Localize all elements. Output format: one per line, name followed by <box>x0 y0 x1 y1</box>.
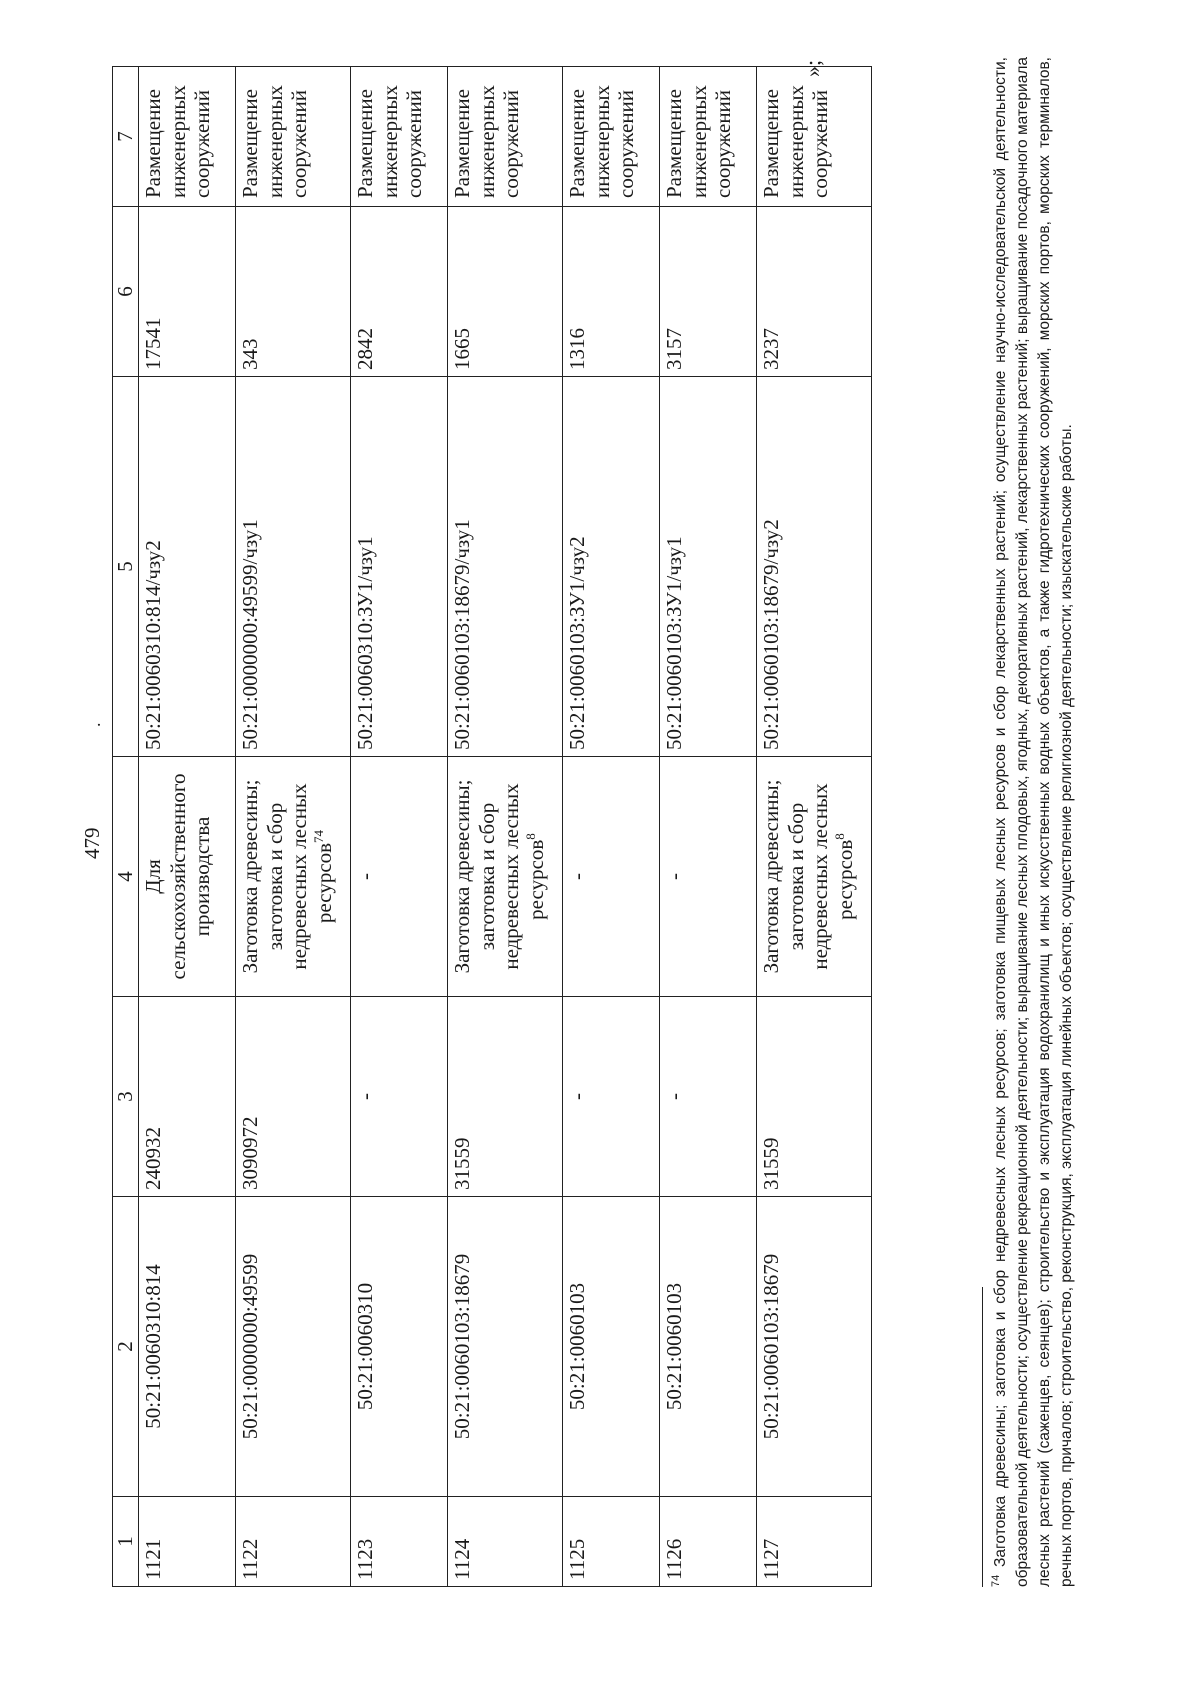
purpose-cell: Размещение инженерных сооружений <box>562 67 659 207</box>
permitted-use-cell <box>447 757 562 997</box>
row-number-cell: 1126 <box>659 1497 756 1587</box>
permitted-use-text: - <box>564 873 589 880</box>
page-number: 479 <box>80 827 104 859</box>
permitted-use-text: Заготовка древесины; заготовка и сбор недревесных лесных ресурсов <box>449 779 549 974</box>
area-cell: 3090972 <box>235 997 350 1197</box>
footnote-separator <box>982 1287 983 1587</box>
header-cell-1: 1 <box>113 1497 139 1587</box>
purpose-cell: Размещение инженерных сооружений <box>235 67 350 207</box>
part-area-cell: 17541 <box>138 207 235 377</box>
footnote-ref: 8 <box>523 833 539 840</box>
footnote-marker: 74 <box>989 1574 1002 1587</box>
header-cell-4: 4 <box>113 757 139 997</box>
part-area-cell: 2842 <box>350 207 447 377</box>
permitted-use-text: Для сельскохозяйственного производства <box>140 773 215 980</box>
permitted-use-text: - <box>352 873 377 880</box>
cadastral-number-cell: 50:21:0060103:18679 <box>756 1197 871 1497</box>
header-cell-6: 6 <box>113 207 139 377</box>
purpose-cell: Размещение инженерных сооружений <box>756 67 871 207</box>
area-cell: - <box>350 997 447 1197</box>
purpose-cell: Размещение инженерных сооружений <box>447 67 562 207</box>
header-cell-2: 2 <box>113 1197 139 1497</box>
table-row <box>235 67 350 1587</box>
part-area-cell: 343 <box>235 207 350 377</box>
purpose-cell: Размещение инженерных сооружений <box>350 67 447 207</box>
table-row <box>138 67 235 1587</box>
permitted-use-text: Заготовка древесины; заготовка и сбор недревесных лесных ресурсов <box>758 779 858 974</box>
part-number-cell: 50:21:0000000:49599/чзу1 <box>235 377 350 757</box>
part-number-cell: 50:21:0060103:ЗУ1/чзу2 <box>562 377 659 757</box>
permitted-use-cell <box>138 757 235 997</box>
table-row <box>756 67 871 1587</box>
cadastral-number-cell: 50:21:0060310:814 <box>138 1197 235 1497</box>
area-cell: - <box>659 997 756 1197</box>
purpose-cell: Размещение инженерных сооружений <box>659 67 756 207</box>
closing-quote-mark: »; <box>800 59 825 77</box>
table-row <box>659 67 756 1587</box>
row-number-cell: 1125 <box>562 1497 659 1587</box>
permitted-use-cell <box>562 757 659 997</box>
table-row <box>447 67 562 1587</box>
row-number-cell: 1124 <box>447 1497 562 1587</box>
footnote-ref: 8 <box>832 833 848 840</box>
permitted-use-cell <box>756 757 871 997</box>
part-area-cell: 1665 <box>447 207 562 377</box>
cadastral-number-cell: 50:21:0060103 <box>659 1197 756 1497</box>
row-number-cell: 1123 <box>350 1497 447 1587</box>
table-row <box>350 67 447 1587</box>
cadastral-number-cell: 50:21:0060310 <box>350 1197 447 1497</box>
part-area-cell: 1316 <box>562 207 659 377</box>
area-cell: 240932 <box>138 997 235 1197</box>
permitted-use-cell <box>235 757 350 997</box>
area-cell: 31559 <box>756 997 871 1197</box>
permitted-use-text: - <box>661 873 686 880</box>
row-number-cell: 1122 <box>235 1497 350 1587</box>
area-cell: - <box>562 997 659 1197</box>
dot-mark: . <box>84 722 104 727</box>
permitted-use-cell <box>659 757 756 997</box>
footnote <box>990 57 1078 1587</box>
footnote-text: Заготовка древесины; заготовка и сбор недревесных лесных ресурсов; заготовка пищевых лесных ресурсов и сбор лекарственных растений; осуществление научно-исследовательской деятельности, образовательной деятельности; осуществление рекреационной деятельности; выращивание лесных плодовых, ягодных, декоративных растений, лекарственных растений; выращивание посадочного материала лесных растений (саженцев, сеянцев); строительство и эксплуатация водохранилищ и иных искусственных водных объектов, а также гидротехнических сооружений, морских портов, морских терминалов, речных портов, причалов; строительство, реконструкция, эксплуатация линейных объектов; осуществление религиозной деятельности; изыскательские работы. <box>992 57 1075 1587</box>
part-number-cell: 50:21:0060310:814/чзу2 <box>138 377 235 757</box>
row-number-cell: 1127 <box>756 1497 871 1587</box>
part-number-cell: 50:21:0060103:ЗУ1/чзу1 <box>659 377 756 757</box>
cadastral-number-cell: 50:21:0060103 <box>562 1197 659 1497</box>
part-number-cell: 50:21:0060103:18679/чзу2 <box>756 377 871 757</box>
permitted-use-text: Заготовка древесины; заготовка и сбор недревесных лесных ресурсов <box>237 779 337 974</box>
part-area-cell: 3237 <box>756 207 871 377</box>
header-cell-3: 3 <box>113 997 139 1197</box>
header-row <box>113 67 139 1587</box>
cadastral-number-cell: 50:21:0060103:18679 <box>447 1197 562 1497</box>
area-cell: 31559 <box>447 997 562 1197</box>
part-number-cell: 50:21:0060310:ЗУ1/чзу1 <box>350 377 447 757</box>
table-row <box>562 67 659 1587</box>
purpose-cell: Размещение инженерных сооружений <box>138 67 235 207</box>
header-cell-5: 5 <box>113 377 139 757</box>
part-area-cell: 3157 <box>659 207 756 377</box>
part-number-cell: 50:21:0060103:18679/чзу1 <box>447 377 562 757</box>
main-table <box>112 66 872 1587</box>
cadastral-number-cell: 50:21:0000000:49599 <box>235 1197 350 1497</box>
header-cell-7: 7 <box>113 67 139 207</box>
footnote-ref: 74 <box>311 829 327 843</box>
row-number-cell: 1121 <box>138 1497 235 1587</box>
permitted-use-cell <box>350 757 447 997</box>
